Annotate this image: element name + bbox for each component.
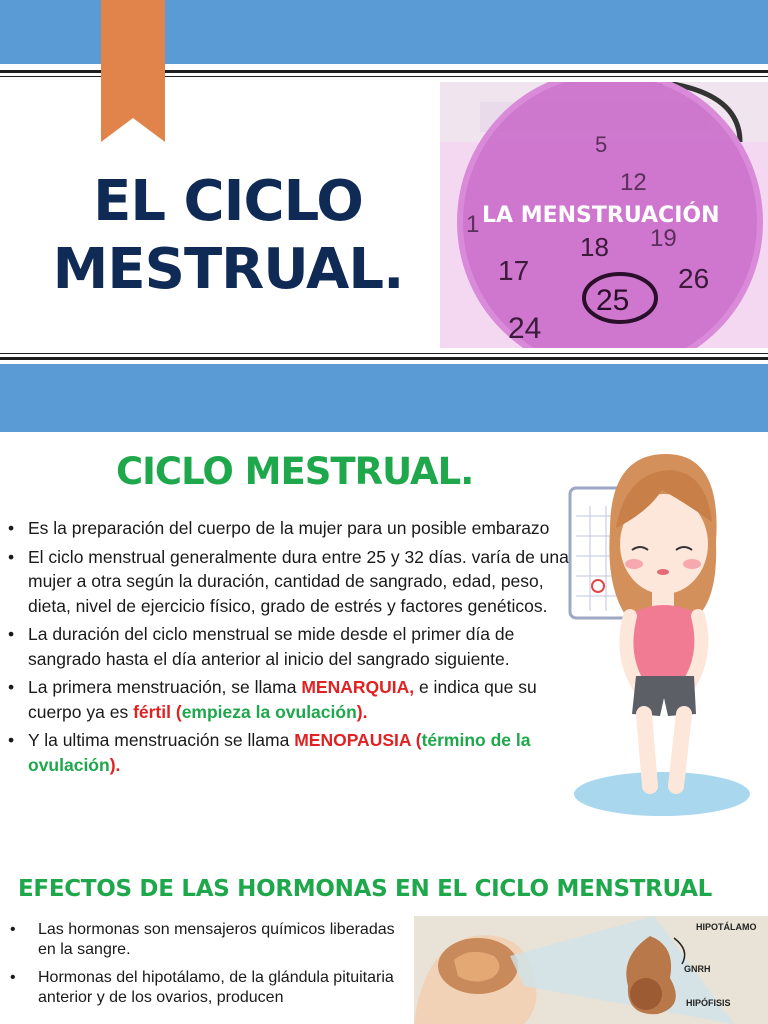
bottom-blue-band [0, 364, 768, 432]
fertil-term: fértil [133, 701, 171, 722]
slide2-title: CICLO MESTRUAL. [116, 450, 474, 493]
menopausia-term: MENOPAUSIA ( [294, 730, 422, 750]
bookmark-ribbon-icon [101, 0, 165, 142]
calendar-number: 17 [498, 255, 530, 286]
text-run: ). [109, 754, 121, 775]
calendar-number: 1 [466, 211, 480, 238]
hypothalamus-label: HIPOTÁLAMO [696, 922, 757, 932]
calendar-number: 5 [595, 132, 608, 157]
hormones-subtitle: EFECTOS DE LAS HORMONAS EN EL CICLO MENSTRUAL [18, 876, 713, 902]
title-slide [0, 0, 768, 432]
calendar-number: 25 [596, 284, 630, 317]
text-run: ( [171, 701, 182, 722]
hormones-bullet-list [8, 920, 400, 1016]
list-item: • Hormonas del hipotálamo, de la glándula pituitaria anterior y de los ovarios, producen [8, 968, 400, 1008]
list-item: • El ciclo menstrual generalmente dura entre 25 y 32 días. varía de una mujer a otra según la duración, cantidad de sangrado, edad, peso, dieta, nivel de ejercicio físico, grado de estrés y factores genéticos. [8, 545, 580, 619]
brain-hormone-diagram [414, 916, 768, 1024]
girl-illustration [566, 446, 766, 816]
menarquia-term: MENARQUIA, [301, 677, 415, 697]
cover-banner-text: LA MENSTRUACIÓN [482, 203, 720, 228]
calendar-cover-image [440, 82, 768, 348]
calendar-number: 24 [508, 312, 542, 345]
list-item: • Las hormonas son mensajeros químicos liberadas en la sangre. [8, 920, 400, 960]
slide-title [28, 168, 428, 304]
calendar-number: 12 [620, 169, 647, 196]
pituitary-label: HIPÓFISIS [686, 998, 731, 1008]
text-run: e indica que su cuerpo ya es [28, 677, 537, 722]
title-line-1: EL CICLO [93, 169, 363, 234]
calendar-number: 19 [650, 225, 677, 252]
ovulation-note: empieza la ovulación [181, 701, 357, 722]
content-slide [0, 432, 768, 1024]
list-item: • Es la preparación del cuerpo de la mujer para un posible embarazo [8, 516, 580, 541]
bottom-divider-thin [0, 353, 768, 354]
text-run: La primera menstruación, se llama [28, 677, 302, 697]
bottom-divider-thick [0, 357, 768, 360]
calendar-number: 26 [678, 263, 710, 294]
list-item: • La duración del ciclo menstrual se mide desde el primer día de sangrado hasta el día anterior al inicio del sangrado siguiente. [8, 622, 580, 671]
title-line-2: MESTRUAL. [52, 237, 404, 302]
text-run: ). [356, 701, 368, 722]
ovulation-end-note: término de la ovulación [28, 730, 531, 775]
list-item [8, 675, 580, 724]
calendar-number: 18 [580, 232, 609, 262]
text-run: Y la ultima menstruación se llama [28, 730, 295, 750]
list-item [8, 728, 580, 777]
cycle-bullet-list [8, 516, 580, 781]
gnrh-label: GNRH [684, 964, 711, 974]
